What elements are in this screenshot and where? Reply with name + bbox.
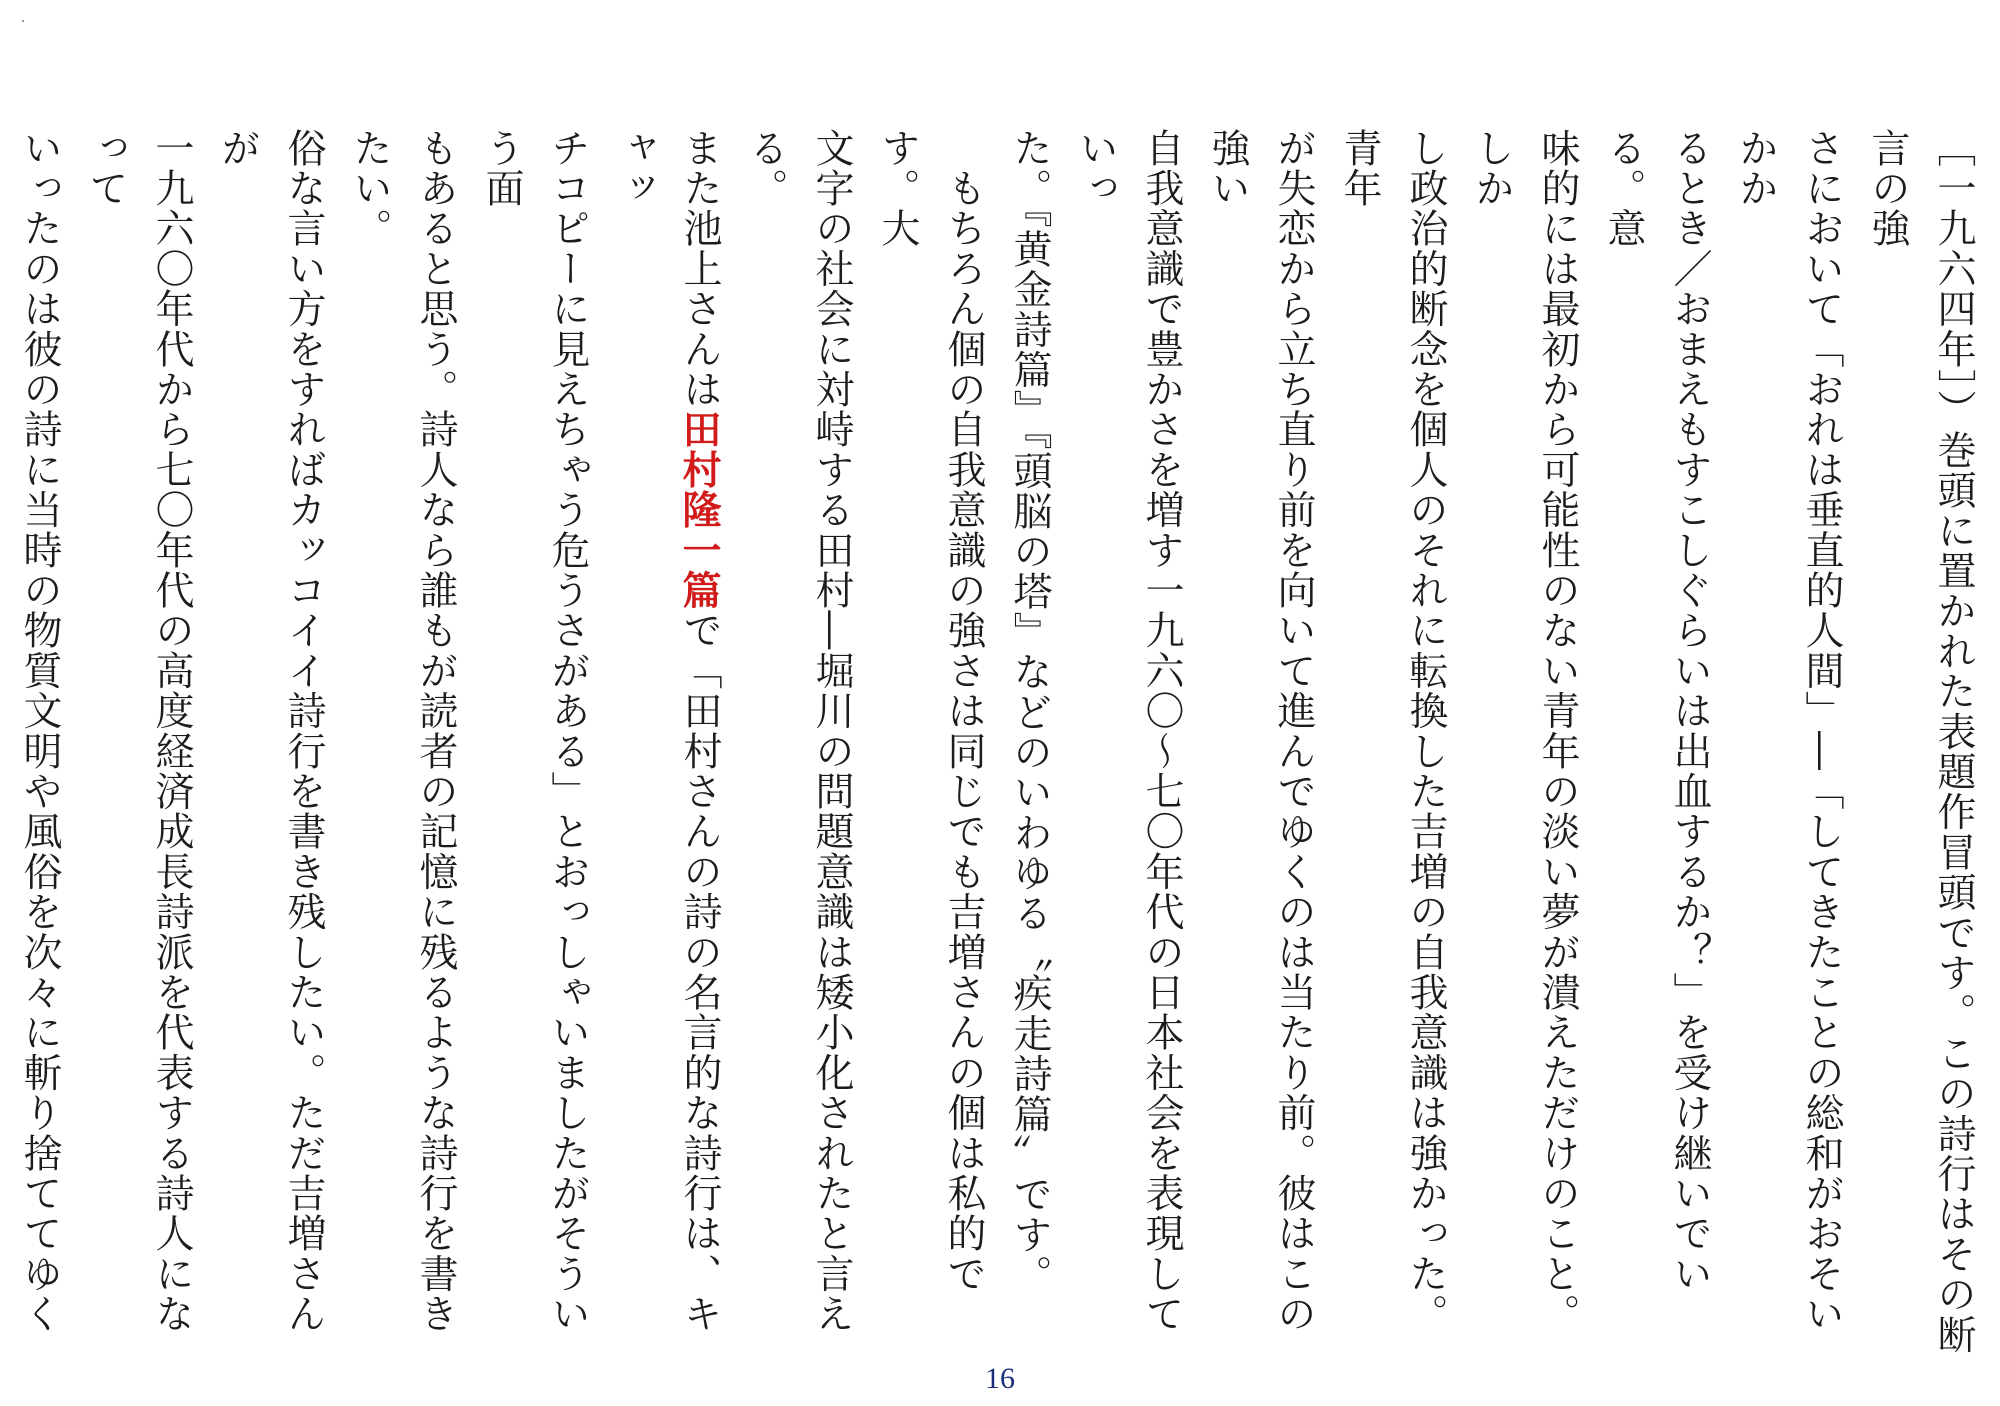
text-column: いったのは彼の詩に当時の物質文明や風俗を次々に斬り捨ててゆく xyxy=(17,128,62,1334)
scan-artifact-dot xyxy=(22,20,24,22)
text-column: し政治的断念を個人のそれに転換した吉増の自我意識は強かった。青年 xyxy=(1337,128,1448,1334)
text-column: チコピーに見えちゃう危うさがある」とおっしゃいましたがそういう面 xyxy=(479,128,590,1334)
vertical-text-body xyxy=(0,128,1986,1358)
highlighted-name: 田村隆一篇 xyxy=(676,409,722,611)
text-column: るとき／おまえもすこしぐらいは出血するか？」を受け継いでいる。意 xyxy=(1601,128,1712,1294)
text-column: た。『黄金詩篇』『頭脳の塔』などのいわゆる〝疾走詩篇〟です。 xyxy=(1007,128,1052,1295)
text-column: ［一九六四年］）巻頭に置かれた表題作冒頭です。この詩行はその断言の強 xyxy=(1865,128,1976,1355)
text-column: もちろん個の自我意識の強さは同じでも吉増さんの個は私的です。大 xyxy=(875,128,986,1294)
text-column: が失恋から立ち直り前を向いて進んでゆくのは当たり前。彼はこの強い xyxy=(1205,128,1316,1334)
text-column: もあると思う。詩人なら誰もが読者の記憶に残るような詩行を書きたい。 xyxy=(347,128,458,1334)
text-column: 味的には最初から可能性のない青年の淡い夢が潰えただけのこと。しか xyxy=(1469,128,1580,1334)
page-number: 16 xyxy=(985,1362,1015,1395)
text-column: 自我意識で豊かさを増す一九六〇～七〇年代の日本社会を表現していっ xyxy=(1073,128,1184,1334)
text-column: また池上さんは田村隆一篇で「田村さんの詩の名言的な詩行は、キャッ xyxy=(611,128,722,1335)
text-column: 一九六〇年代から七〇年代の高度経済成長詩派を代表する詩人になって xyxy=(83,128,194,1334)
text-column: 文字の社会に対峙する田村―堀川の問題意識は矮小化されたと言える。 xyxy=(743,128,854,1334)
text-column: さにおいて「おれは垂直的人間」―「してきたことの総和がおそいかか xyxy=(1733,128,1844,1334)
text-column: 俗な言い方をすればカッコイイ詩行を書き残したい。ただ吉増さんが xyxy=(215,128,326,1334)
